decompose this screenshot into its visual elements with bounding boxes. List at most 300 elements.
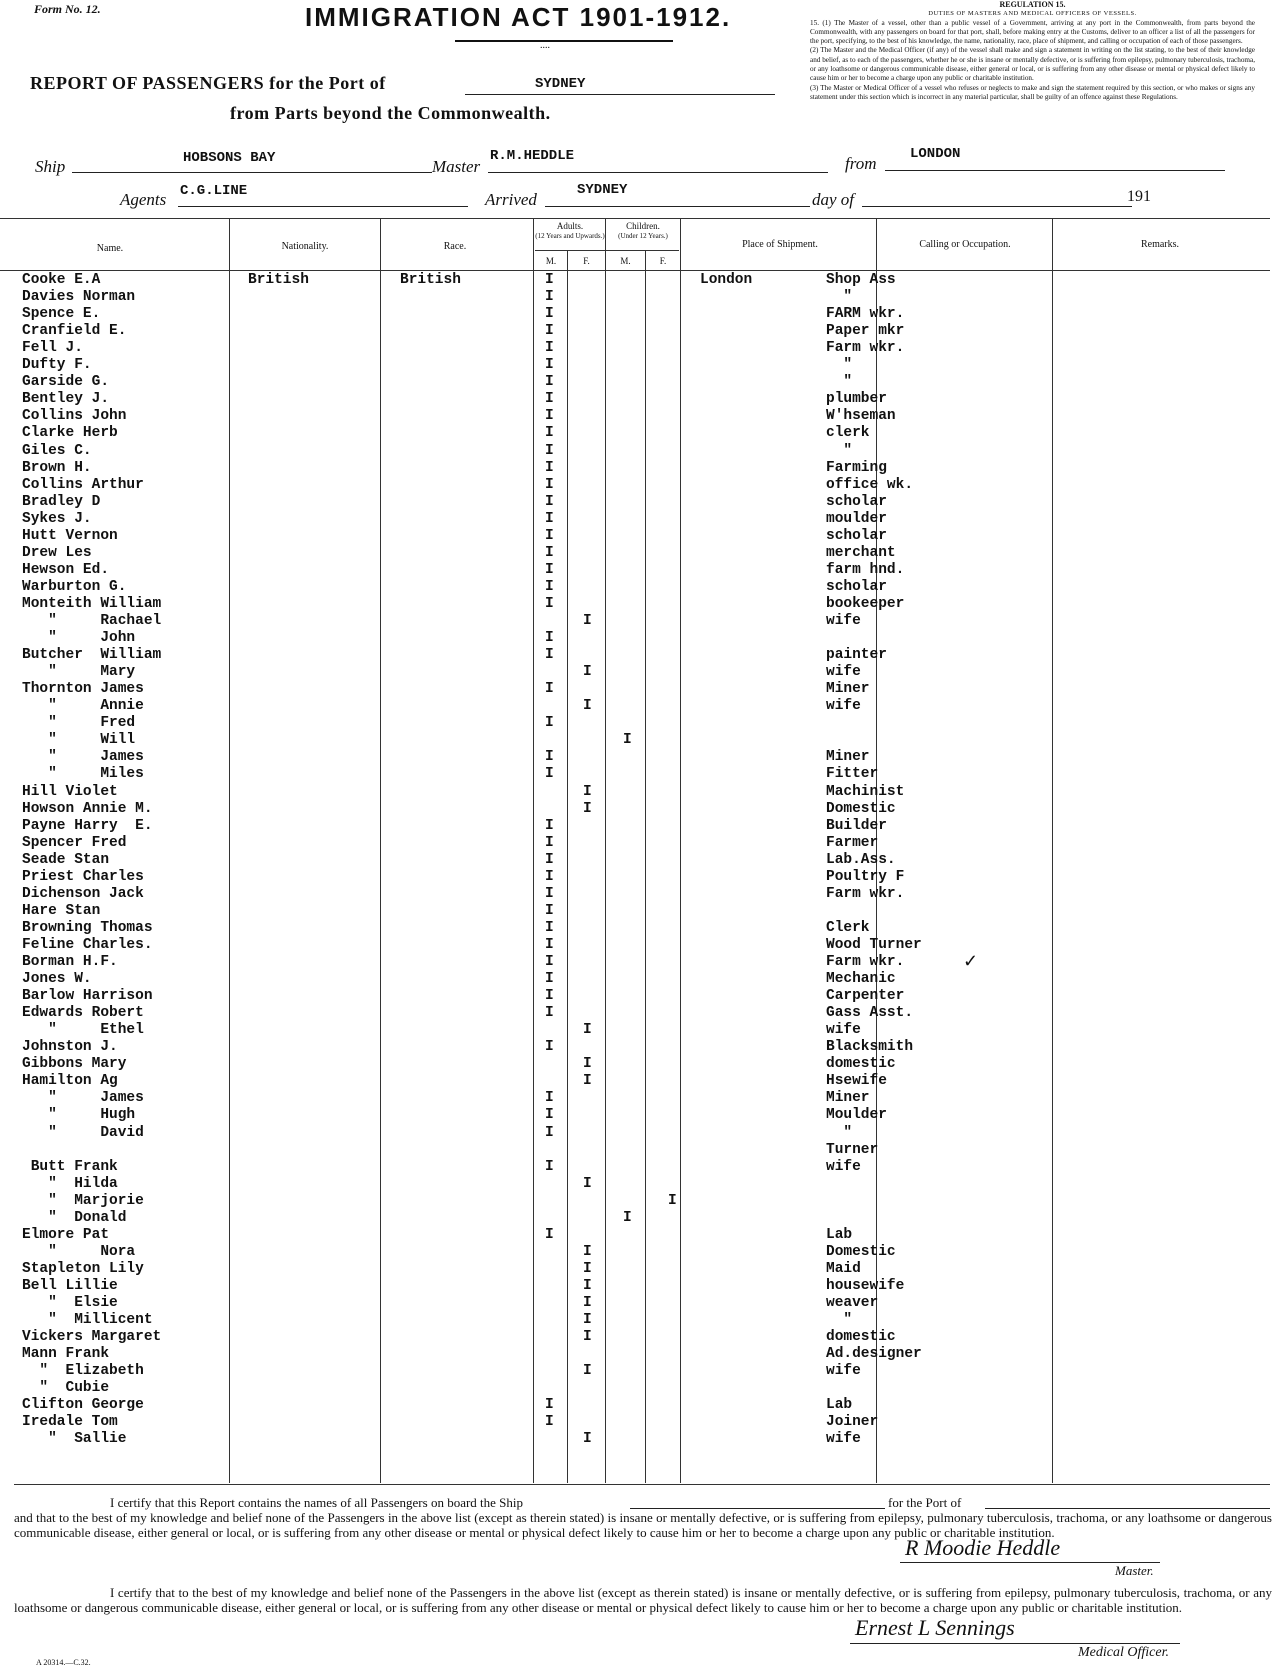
adult-male-mark: I [545, 817, 554, 834]
passenger-occupation: Moulder [826, 1107, 887, 1124]
table-bottom-rule [14, 1484, 1270, 1485]
adult-male-mark: I [545, 425, 554, 442]
passenger-name: Hutt Vernon [22, 527, 118, 544]
header-adults: Adults. [556, 221, 584, 231]
passenger-occupation: Lab.Ass. [826, 851, 896, 868]
arrived-underline [545, 206, 810, 207]
adult-male-mark: I [545, 510, 554, 527]
passenger-occupation: wife [826, 1158, 861, 1175]
table-row [0, 1176, 1285, 1193]
passenger-occupation: " [826, 1124, 853, 1141]
adult-male-mark: I [545, 595, 554, 612]
header-adults-sub: (12 Years and Upwards.) [535, 232, 605, 240]
agents-name: C.G.LINE [180, 183, 248, 199]
adult-male-mark: I [545, 289, 554, 306]
passenger-occupation: Maid [826, 1260, 861, 1277]
table-row [0, 340, 1285, 357]
child-female-mark: I [668, 1192, 677, 1209]
subheader-rule [535, 250, 679, 251]
header-adult-m: M. [545, 256, 557, 266]
table-row [0, 1397, 1285, 1414]
adult-female-mark: I [583, 1073, 592, 1090]
passenger-name: Hewson Ed. [22, 561, 110, 578]
from-port: LONDON [910, 146, 961, 162]
header-children: Children. [626, 221, 660, 231]
passenger-occupation: wife [826, 698, 861, 715]
cert1-line1a: I certify that this Report contains the names of all Passengers on board the Ship [110, 1495, 524, 1510]
adult-male-mark: I [545, 919, 554, 936]
header-bottom-rule [0, 270, 1270, 271]
passenger-name: Payne Harry E. [22, 817, 153, 834]
adult-male-mark: I [545, 357, 554, 374]
passenger-list [0, 272, 1285, 1482]
adult-male-mark: I [545, 868, 554, 885]
adult-male-mark: I [545, 442, 554, 459]
passenger-name: Giles C. [22, 442, 92, 459]
passenger-name: Howson Annie M. [22, 800, 153, 817]
passenger-occupation: painter [826, 647, 887, 664]
passenger-name: Borman H.F. [22, 954, 118, 970]
adult-female-mark: I [583, 698, 592, 715]
passenger-name: Thornton James [22, 681, 144, 698]
passenger-occupation: wife [826, 1431, 861, 1448]
passenger-name: Clarke Herb [22, 425, 118, 442]
table-row [0, 647, 1285, 664]
passenger-occupation: Farm wkr. [826, 954, 905, 970]
table-row [0, 1142, 1285, 1159]
regulation-paragraph-1: 15. (1) The Master of a vessel, other than a public vessel of a Government, arriving at any port in the Commonwealth, from parts beyond the Commonwealth, with any passengers on board for that port, shall, before making entry at the Customs, deliver to an officer a list of all the passengers for the port, specifying, to the best of his knowledge, the name, nationality, race, place of shipment, and calling or occupation of each of those passengers. [810, 18, 1255, 46]
passenger-name: Warburton G. [22, 578, 127, 595]
table-row [0, 1022, 1285, 1039]
adult-male-mark: I [545, 391, 554, 408]
passenger-occupation: weaver [826, 1295, 879, 1311]
passenger-occupation: " [826, 374, 853, 391]
adult-male-mark: I [545, 476, 554, 493]
cert1-ship-underline [630, 1508, 885, 1509]
adult-male-mark: I [545, 561, 554, 578]
passenger-occupation: Mechanic [826, 971, 896, 988]
table-row [0, 1159, 1285, 1176]
passenger-name: " Elizabeth [22, 1363, 144, 1380]
adult-male-mark: I [545, 272, 554, 288]
passenger-name: " David [22, 1124, 144, 1141]
agents-label: Agents [120, 190, 167, 209]
regulation-subheading: DUTIES OF MASTERS AND MEDICAL OFFICERS OF VESSELS. [928, 10, 1137, 18]
passenger-name: " Cubie [22, 1380, 110, 1397]
header-name: Name. [96, 243, 124, 254]
table-row [0, 1210, 1285, 1227]
child-male-mark: I [623, 732, 632, 749]
passenger-name: Bell Lillie [22, 1277, 118, 1294]
passenger-name: Garside G. [22, 374, 110, 391]
adult-male-mark: I [545, 715, 554, 732]
document-title: IMMIGRATION ACT 1901-1912. [305, 2, 732, 32]
header-children-sub: (Under 12 Years.) [618, 232, 668, 240]
passenger-occupation: Joiner [826, 1414, 879, 1431]
passenger-name: " Miles [22, 766, 144, 783]
adult-male-mark: I [545, 493, 554, 510]
passenger-name: Gibbons Mary [22, 1056, 127, 1073]
port-underline [465, 94, 775, 95]
master-name: R.M.HEDDLE [490, 148, 575, 164]
table-row [0, 1039, 1285, 1056]
table-row [0, 732, 1285, 749]
passenger-nationality: British [248, 272, 309, 288]
passenger-occupation: " [826, 289, 853, 306]
table-row [0, 1244, 1285, 1261]
header-adult-f: F. [583, 256, 590, 266]
passenger-name: " Rachael [22, 613, 162, 629]
passenger-name: Hill Violet [22, 783, 118, 800]
adult-male-mark: I [545, 971, 554, 988]
passenger-name: Hamilton Ag [22, 1073, 118, 1090]
table-row [0, 357, 1285, 374]
medical-officer-role: Medical Officer. [1078, 1645, 1169, 1660]
table-row [0, 528, 1285, 545]
adult-female-mark: I [583, 1022, 592, 1039]
passenger-occupation: Lab [826, 1397, 853, 1414]
table-row [0, 715, 1285, 732]
table-row [0, 630, 1285, 647]
passenger-occupation: Miner [826, 1090, 870, 1107]
from-underline [885, 170, 1225, 171]
table-row [0, 852, 1285, 869]
passenger-name: Davies Norman [22, 289, 136, 306]
passenger-name: " John [22, 630, 136, 647]
day-label: day of [812, 190, 855, 209]
passenger-occupation: Farm wkr. [826, 885, 905, 902]
table-row [0, 1431, 1285, 1448]
table-row [0, 681, 1285, 698]
table-row [0, 664, 1285, 681]
adult-female-mark: I [583, 800, 592, 817]
passenger-name: Collins John [22, 408, 127, 425]
adult-female-mark: I [583, 1363, 592, 1380]
passenger-occupation: housewife [826, 1277, 905, 1294]
passenger-name: Vickers Margaret [22, 1329, 162, 1346]
passenger-name: Johnston J. [22, 1039, 118, 1056]
adult-male-mark: I [545, 885, 554, 902]
cert2-text: I certify that to the best of my knowledge and belief none of the Passengers in the above list (except as therein stated) is insane or mentally defective, or is suffering from epilepsy, pulmonary tuberculosis, trachoma, or any loathsome or dangerous communicable disease, either general or local, or is suffering from any other disease or mental or physical defect likely to cause him or her to become a charge upon any public or charitable institution. [14, 1585, 1272, 1615]
passenger-name: " Nora [22, 1243, 136, 1260]
passenger-name: " Millicent [22, 1312, 153, 1329]
header-child-m: M. [620, 256, 631, 266]
header-nationality: Nationality. [281, 241, 329, 252]
cert1-port-underline [985, 1508, 1270, 1509]
passenger-occupation: scholar [826, 578, 887, 595]
passenger-name: Butcher William [22, 647, 162, 664]
passenger-name: " Donald [22, 1209, 127, 1226]
master-role: Master. [1115, 1563, 1154, 1578]
adult-male-mark: I [545, 340, 554, 357]
passenger-name: Monteith William [22, 595, 162, 612]
table-row [0, 1363, 1285, 1380]
table-row [0, 801, 1285, 818]
adult-female-mark: I [583, 1243, 592, 1260]
table-row [0, 425, 1285, 442]
adult-female-mark: I [583, 664, 592, 681]
table-row [0, 937, 1285, 954]
table-row [0, 1329, 1285, 1346]
passenger-name: Bradley D [22, 493, 101, 510]
table-row [0, 443, 1285, 460]
report-title-text: REPORT OF PASSENGERS for the Port of [30, 73, 386, 93]
passenger-name: Stapleton Lily [22, 1260, 144, 1277]
table-row [0, 1346, 1285, 1363]
from-label: from [845, 154, 877, 173]
passenger-occupation: Miner [826, 749, 870, 766]
adult-male-mark: I [545, 936, 554, 953]
adult-male-mark: I [545, 459, 554, 476]
report-title [30, 73, 386, 94]
passenger-occupation: " [826, 1312, 853, 1329]
adult-male-mark: I [545, 1005, 554, 1022]
table-row [0, 1125, 1285, 1142]
passenger-race: British [400, 272, 461, 288]
cert1-line1b: for the Port of [888, 1495, 962, 1510]
form-number: Form No. 12. [34, 2, 101, 16]
adult-male-mark: I [545, 766, 554, 783]
adult-male-mark: I [545, 1414, 554, 1431]
table-row [0, 596, 1285, 613]
table-row [0, 1295, 1285, 1312]
adult-female-mark: I [583, 1431, 592, 1448]
passenger-occupation: Machinist [826, 783, 905, 800]
passenger-name: Priest Charles [22, 868, 144, 885]
passenger-occupation: " [826, 357, 853, 374]
passenger-name: Sykes J. [22, 510, 92, 527]
adult-male-mark: I [545, 408, 554, 425]
adult-male-mark: I [545, 834, 554, 851]
arrived-port: SYDNEY [577, 182, 628, 198]
passenger-name: Browning Thomas [22, 919, 153, 936]
passenger-name: Cooke E.A [22, 272, 101, 288]
table-row [0, 511, 1285, 528]
cert1-text: and that to the best of my knowledge and belief none of the Passengers in the above list (except as therein stated) is insane or mentally defective, or is suffering from epilepsy, pulmonary tuberculosis, trachoma, or any loathsome or dangerous communicable disease, either general or local, or is suffering from any other disease or mental or physical defect likely to cause him or her to become a charge upon any public or charitable institution. [14, 1510, 1272, 1540]
passenger-occupation: Hsewife [826, 1073, 887, 1090]
table-row [0, 1073, 1285, 1090]
table-row [0, 323, 1285, 340]
table-row [0, 818, 1285, 835]
passenger-occupation: Poultry F [826, 868, 905, 885]
passenger-occupation: W'hseman [826, 408, 896, 425]
table-row [0, 749, 1285, 766]
adult-female-mark: I [583, 1329, 592, 1346]
passenger-occupation: Shop Ass [826, 272, 896, 288]
passenger-name: Drew Les [22, 544, 92, 561]
passenger-name: " Fred [22, 715, 136, 732]
adult-female-mark: I [583, 1277, 592, 1294]
header-remarks: Remarks. [1140, 239, 1180, 250]
adult-female-mark: I [583, 1260, 592, 1277]
table-row [0, 698, 1285, 715]
table-row [0, 477, 1285, 494]
passenger-occupation: Carpenter [826, 988, 905, 1005]
arrived-label: Arrived [485, 190, 537, 209]
adult-male-mark: I [545, 851, 554, 868]
table-row [0, 494, 1285, 511]
adult-male-mark: I [545, 1124, 554, 1141]
passenger-occupation: Fitter [826, 766, 879, 783]
passenger-occupation: Farmer [826, 834, 879, 851]
passenger-occupation: scholar [826, 527, 887, 544]
passenger-occupation: wife [826, 613, 861, 629]
master-signature: R Moodie Heddle [905, 1535, 1061, 1560]
adult-male-mark: I [545, 902, 554, 919]
adult-male-mark: I [545, 527, 554, 544]
passenger-name: Dufty F. [22, 357, 92, 374]
passenger-name: Barlow Harrison [22, 988, 153, 1005]
title-dots: .... [540, 40, 550, 51]
passenger-occupation: domestic [826, 1329, 896, 1346]
regulation-paragraph-2: (2) The Master and the Medical Officer (if any) of the vessel shall make and sign a statement in writing on the list stating, to the best of their knowledge and belief, as to each of the passengers, whether he or she is insane or mentally defective, or is suffering from epilepsy, pulmonary tuberculosis, trachoma, or any loathsome or dangerous communicable disease, either general or local, or is suffering from any other disease or mental or physical defect likely to cause him or her to become a charge upon any public or charitable institution. [810, 46, 1255, 83]
master-label: Master [432, 157, 481, 176]
adult-male-mark: I [545, 1107, 554, 1124]
passenger-name: " Will [22, 732, 136, 749]
passenger-occupation: Blacksmith [826, 1039, 914, 1056]
passenger-name: " Sallie [22, 1431, 127, 1448]
passenger-name: Clifton George [22, 1397, 144, 1414]
table-row [0, 579, 1285, 596]
table-row [0, 920, 1285, 937]
passenger-name: " Mary [22, 664, 136, 681]
passenger-occupation: farm hnd. [826, 561, 905, 578]
table-row [0, 954, 1285, 971]
adult-female-mark: I [583, 1312, 592, 1329]
table-row [0, 1227, 1285, 1244]
table-row [0, 1090, 1285, 1107]
table-row [0, 1312, 1285, 1329]
header-child-f: F. [659, 256, 667, 266]
table-row [0, 289, 1285, 306]
adult-female-mark: I [583, 613, 592, 629]
table-row [0, 835, 1285, 852]
table-row [0, 562, 1285, 579]
header-place: Place of Shipment. [742, 239, 818, 250]
passenger-occupation: FARM wkr. [826, 306, 905, 323]
table-row [0, 460, 1285, 477]
adult-male-mark: I [545, 647, 554, 664]
passenger-name: " James [22, 1090, 144, 1107]
passenger-name: " Hugh [22, 1107, 136, 1124]
passenger-occupation: wife [826, 1363, 861, 1380]
passenger-occupation: Wood Turner [826, 936, 922, 953]
day-underline [862, 206, 1132, 207]
table-top-rule [0, 218, 1270, 219]
adult-male-mark: I [545, 1397, 554, 1414]
passenger-occupation: " [826, 442, 853, 459]
table-row [0, 1193, 1285, 1210]
agents-underline [178, 206, 468, 207]
adult-male-mark: I [545, 1226, 554, 1243]
table-row [0, 1261, 1285, 1278]
regulation-paragraph-3: (3) The Master or Medical Officer of a vessel who refuses or neglects to make and sign the statement required by this section, or who makes or signs any statement under this section which is incorrect in any material particular, shall be guilty of an offence against these Regulations. [810, 83, 1255, 101]
passenger-name: " Marjorie [22, 1192, 144, 1209]
table-row [0, 886, 1285, 903]
adult-male-mark: I [545, 630, 554, 647]
title-rule [455, 40, 673, 42]
table-row [0, 306, 1285, 323]
adult-male-mark: I [545, 988, 554, 1005]
medical-officer-signature: Ernest L Sennings [855, 1615, 1015, 1640]
table-row [0, 766, 1285, 783]
passenger-occupation: bookeeper [826, 595, 905, 612]
adult-male-mark: I [545, 1090, 554, 1107]
passenger-name: Butt Frank [22, 1158, 118, 1175]
passenger-occupation: Miner [826, 681, 870, 698]
passenger-name: " Hilda [22, 1175, 118, 1192]
ship-underline [72, 172, 432, 173]
passenger-occupation: Ad.designer [826, 1346, 922, 1363]
adult-male-mark: I [545, 374, 554, 391]
passenger-name: Edwards Robert [22, 1005, 144, 1022]
passenger-name: Mann Frank [22, 1346, 110, 1363]
tick-mark: ✓ [963, 951, 979, 971]
adult-female-mark: I [583, 1295, 592, 1311]
passenger-name: Jones W. [22, 971, 92, 988]
passenger-name: Brown H. [22, 459, 92, 476]
passenger-name: Feline Charles. [22, 936, 153, 953]
passenger-occupation: scholar [826, 493, 887, 510]
adult-male-mark: I [545, 681, 554, 698]
medical-sig-line [850, 1643, 1180, 1644]
passenger-name: Elmore Pat [22, 1226, 110, 1243]
adult-male-mark: I [545, 544, 554, 561]
passenger-name: Iredale Tom [22, 1414, 118, 1431]
passenger-occupation: Lab [826, 1226, 853, 1243]
adult-male-mark: I [545, 749, 554, 766]
passenger-name: " James [22, 749, 144, 766]
passenger-occupation: wife [826, 1022, 861, 1039]
passenger-occupation: merchant [826, 544, 896, 561]
master-underline [488, 172, 828, 173]
passenger-name: " Ethel [22, 1022, 144, 1039]
table-row [0, 1107, 1285, 1124]
passenger-occupation: office wk. [826, 476, 914, 493]
passenger-name: Bentley J. [22, 391, 110, 408]
table-row [0, 545, 1285, 562]
adult-male-mark: I [545, 1158, 554, 1175]
table-row [0, 869, 1285, 886]
header-race: Race. [443, 241, 467, 252]
table-row [0, 1056, 1285, 1073]
table-row [0, 374, 1285, 391]
table-row [0, 784, 1285, 801]
passenger-name: Seade Stan [22, 851, 110, 868]
adult-male-mark: I [545, 323, 554, 340]
passenger-name: Collins Arthur [22, 476, 144, 493]
regulation-heading: REGULATION 15. [999, 0, 1066, 9]
child-male-mark: I [623, 1209, 632, 1226]
regulation-block [810, 0, 1255, 102]
passenger-occupation: Turner [826, 1141, 879, 1158]
passenger-occupation: moulder [826, 510, 887, 527]
passenger-occupation: Gass Asst. [826, 1005, 914, 1022]
table-row [0, 613, 1285, 630]
passenger-occupation: Clerk [826, 919, 870, 936]
table-row [0, 988, 1285, 1005]
passenger-occupation: Farm wkr. [826, 340, 905, 357]
table-row [0, 903, 1285, 920]
adult-male-mark: I [545, 954, 554, 970]
ship-name: HOBSONS BAY [183, 150, 276, 166]
passenger-name: Spence E. [22, 306, 101, 323]
passenger-occupation: plumber [826, 391, 887, 408]
passenger-name: Spencer Fred [22, 834, 127, 851]
table-row [0, 971, 1285, 988]
header-calling: Calling or Occupation. [919, 239, 1011, 250]
passenger-name: Cranfield E. [22, 323, 127, 340]
